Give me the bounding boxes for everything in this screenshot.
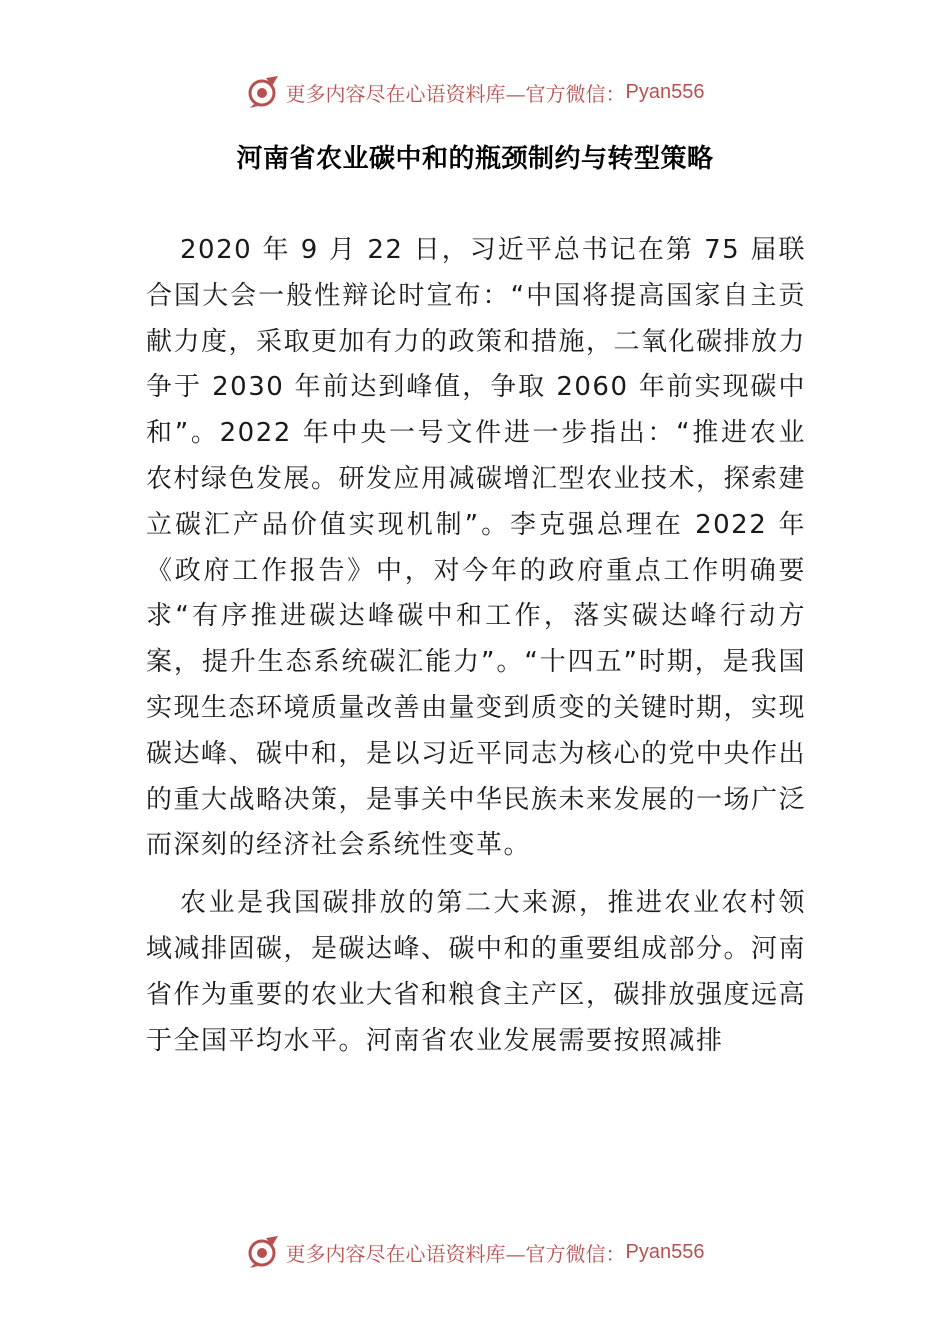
paragraph-2: 农业是我国碳排放的第二大来源，推进农业农村领域减排固碳，是碳达峰、碳中和的重要组成部分。河南省作为重要的农业大省和粮食主产区，碳排放强度远高于全国平均水平。河南省农业发展需要按照减排 — [146, 888, 807, 1056]
header-brand-text: 更多内容尽在心语资料库—官方微信： — [285, 81, 626, 106]
footer-banner — [0, 1232, 950, 1272]
document-title: 河南省农业碳中和的瓶颈制约与转型策略 — [236, 144, 714, 174]
header-wechat-id: Pyan556 — [625, 80, 705, 103]
document-body — [146, 228, 806, 1064]
brand-logo-icon — [246, 1234, 282, 1270]
paragraph-1: 2020 年 9 月 22 日，习近平总书记在第 75 届联合国大会一般性辩论时宣布：“中国将提高国家自主贡献力度，采取更加有力的政策和措施，二氧化碳排放力争于 2030 年前达到峰值，争取 2060 年前实现碳中和”。2022 年中央一号文件进一步指出：“推进农业农村绿色发展。研发应用减碳增汇型农业技术，探索建立碳汇产品价值实现机制”。李克强总理在 2022 年《政府工作报告》中，对今年的政府重点工作明确要求“有序推进碳达峰碳中和工作，落实碳达峰行动方案，提升生态系统碳汇能力”。“十四五”时期，是我国实现生态环境质量改善由量变到质变的关键时期，实现碳达峰、碳中和，是以习近平同志为核心的党中央作出的重大战略决策，是事关中华民族未来发展的一场广泛而深刻的经济社会系统性变革。 — [146, 235, 807, 861]
brand-logo-icon — [246, 74, 282, 110]
footer-brand-text: 更多内容尽在心语资料库—官方微信： — [285, 1241, 626, 1266]
footer-wechat-id: Pyan556 — [625, 1240, 705, 1263]
header-banner — [0, 72, 950, 112]
